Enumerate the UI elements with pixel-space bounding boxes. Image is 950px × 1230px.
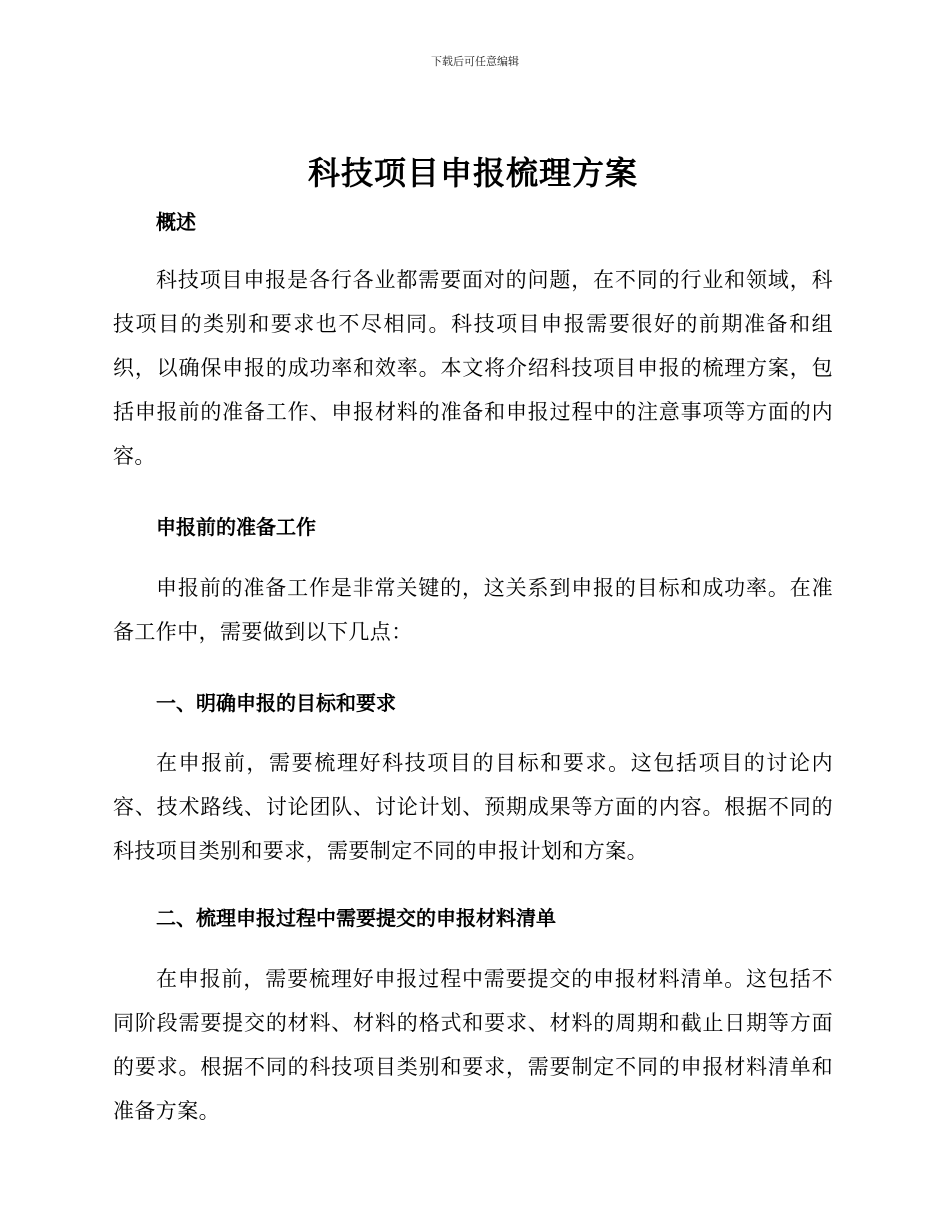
section-paragraph-goals: 在申报前，需要梳理好科技项目的目标和要求。这包括项目的讨论内容、技术路线、讨论团队、讨论计划、预期成果等方面的内容。根据不同的科技项目类别和要求，需要制定不同的申报计划和方案。 <box>113 751 833 863</box>
section-heading-goals: 一、明确申报的目标和要求 <box>156 691 396 715</box>
section-paragraph-overview: 科技项目申报是各行各业都需要面对的问题，在不同的行业和领域，科技项目的类别和要求也不尽相同。科技项目申报需要很好的前期准备和组织，以确保申报的成功率和效率。本文将介绍科技项目申报的梳理方案，包括申报前的准备工作、申报材料的准备和申报过程中的注意事项等方面的内容。 <box>113 268 833 468</box>
page-header-note: 下载后可任意编辑 <box>431 55 519 68</box>
document-title: 科技项目申报梳理方案 <box>307 154 638 192</box>
document-body <box>113 148 833 1133</box>
section-heading-preparation: 申报前的准备工作 <box>156 515 316 539</box>
section-paragraph-preparation: 申报前的准备工作是非常关键的，这关系到申报的目标和成功率。在准备工作中，需要做到以下几点： <box>113 576 833 644</box>
section-heading-materials-list: 二、梳理申报过程中需要提交的申报材料清单 <box>156 906 556 930</box>
section-paragraph-materials-list: 在申报前，需要梳理好申报过程中需要提交的申报材料清单。这包括不同阶段需要提交的材料、材料的格式和要求、材料的周期和截止日期等方面的要求。根据不同的科技项目类别和要求，需要制定不同的申报材料清单和准备方案。 <box>113 967 833 1123</box>
section-heading-overview: 概述 <box>156 210 196 234</box>
